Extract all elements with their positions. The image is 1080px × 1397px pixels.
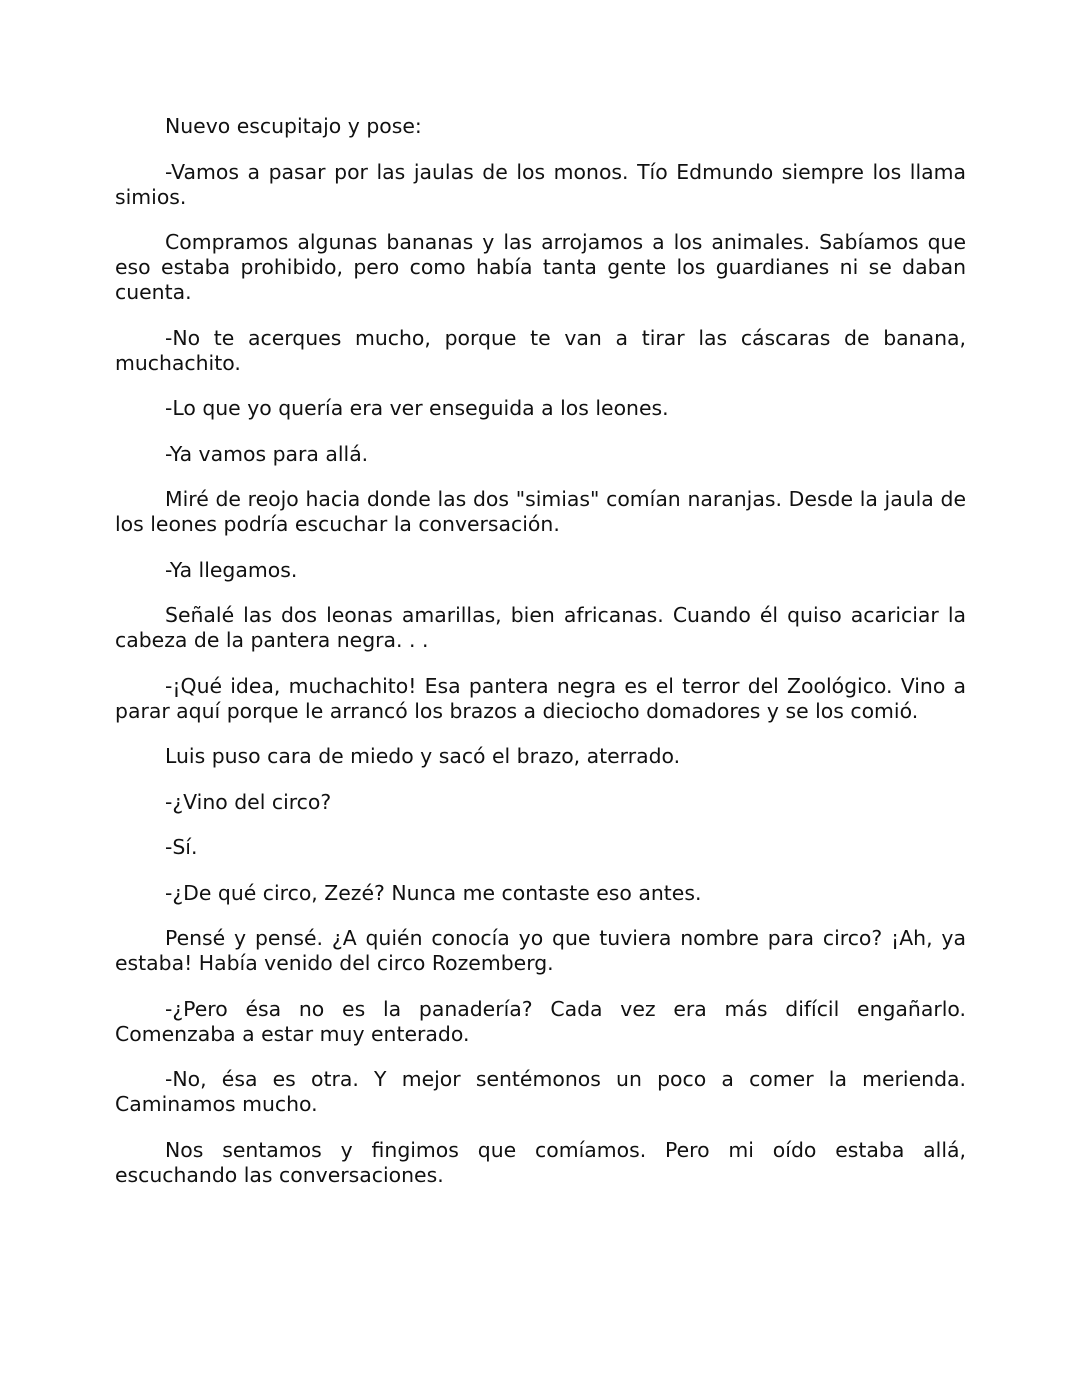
paragraph: Miré de reojo hacia donde las dos "simias" comían naranjas. Desde la jaula de los leones podría escuchar la conversación. bbox=[115, 487, 966, 536]
paragraph: -¿Pero ésa no es la panadería? Cada vez era más difícil engañarlo. Comenzaba a estar muy enterado. bbox=[115, 996, 966, 1046]
paragraph: Nos sentamos y fingimos que comíamos. Pero mi oído estaba allá, escuchando las conversaciones. bbox=[115, 1137, 966, 1187]
paragraph: Compramos algunas bananas y las arrojamos a los animales. Sabíamos que eso estaba prohibido, pero como había tanta gente los guardianes ni se daban cuenta. bbox=[115, 230, 966, 304]
paragraph: Pensé y pensé. ¿A quién conocía yo que tuviera nombre para circo? ¡Ah, ya estaba! Había venido del circo Rozemberg. bbox=[115, 926, 966, 975]
paragraph: Luis puso cara de miedo y sacó el brazo, aterrado. bbox=[165, 744, 681, 768]
paragraph: -Ya llegamos. bbox=[165, 557, 298, 582]
paragraph: Nuevo escupitajo y pose: bbox=[165, 114, 422, 138]
paragraph: -No te acerques mucho, porque te van a tirar las cáscaras de banana, muchachito. bbox=[115, 325, 966, 375]
paragraph: -Vamos a pasar por las jaulas de los monos. Tío Edmundo siempre los llama simios. bbox=[115, 159, 966, 209]
paragraph: -Sí. bbox=[165, 835, 198, 859]
paragraph: -No, ésa es otra. Y mejor sentémonos un poco a comer la merienda. Caminamos mucho. bbox=[115, 1067, 966, 1116]
document-page bbox=[115, 114, 966, 1208]
paragraph: -¡Qué idea, muchachito! Esa pantera negra es el terror del Zoológico. Vino a parar aquí porque le arrancó los brazos a dieciocho domadores y se los comió. bbox=[115, 673, 966, 723]
paragraph: -¿De qué circo, Zezé? Nunca me contaste eso antes. bbox=[165, 880, 702, 905]
paragraph: -¿Vino del circo? bbox=[165, 789, 332, 814]
paragraph: -Ya vamos para allá. bbox=[165, 441, 369, 466]
paragraph: -Lo que yo quería era ver enseguida a los leones. bbox=[165, 396, 669, 420]
paragraph: Señalé las dos leonas amarillas, bien africanas. Cuando él quiso acariciar la cabeza de la pantera negra. . . bbox=[115, 603, 966, 652]
